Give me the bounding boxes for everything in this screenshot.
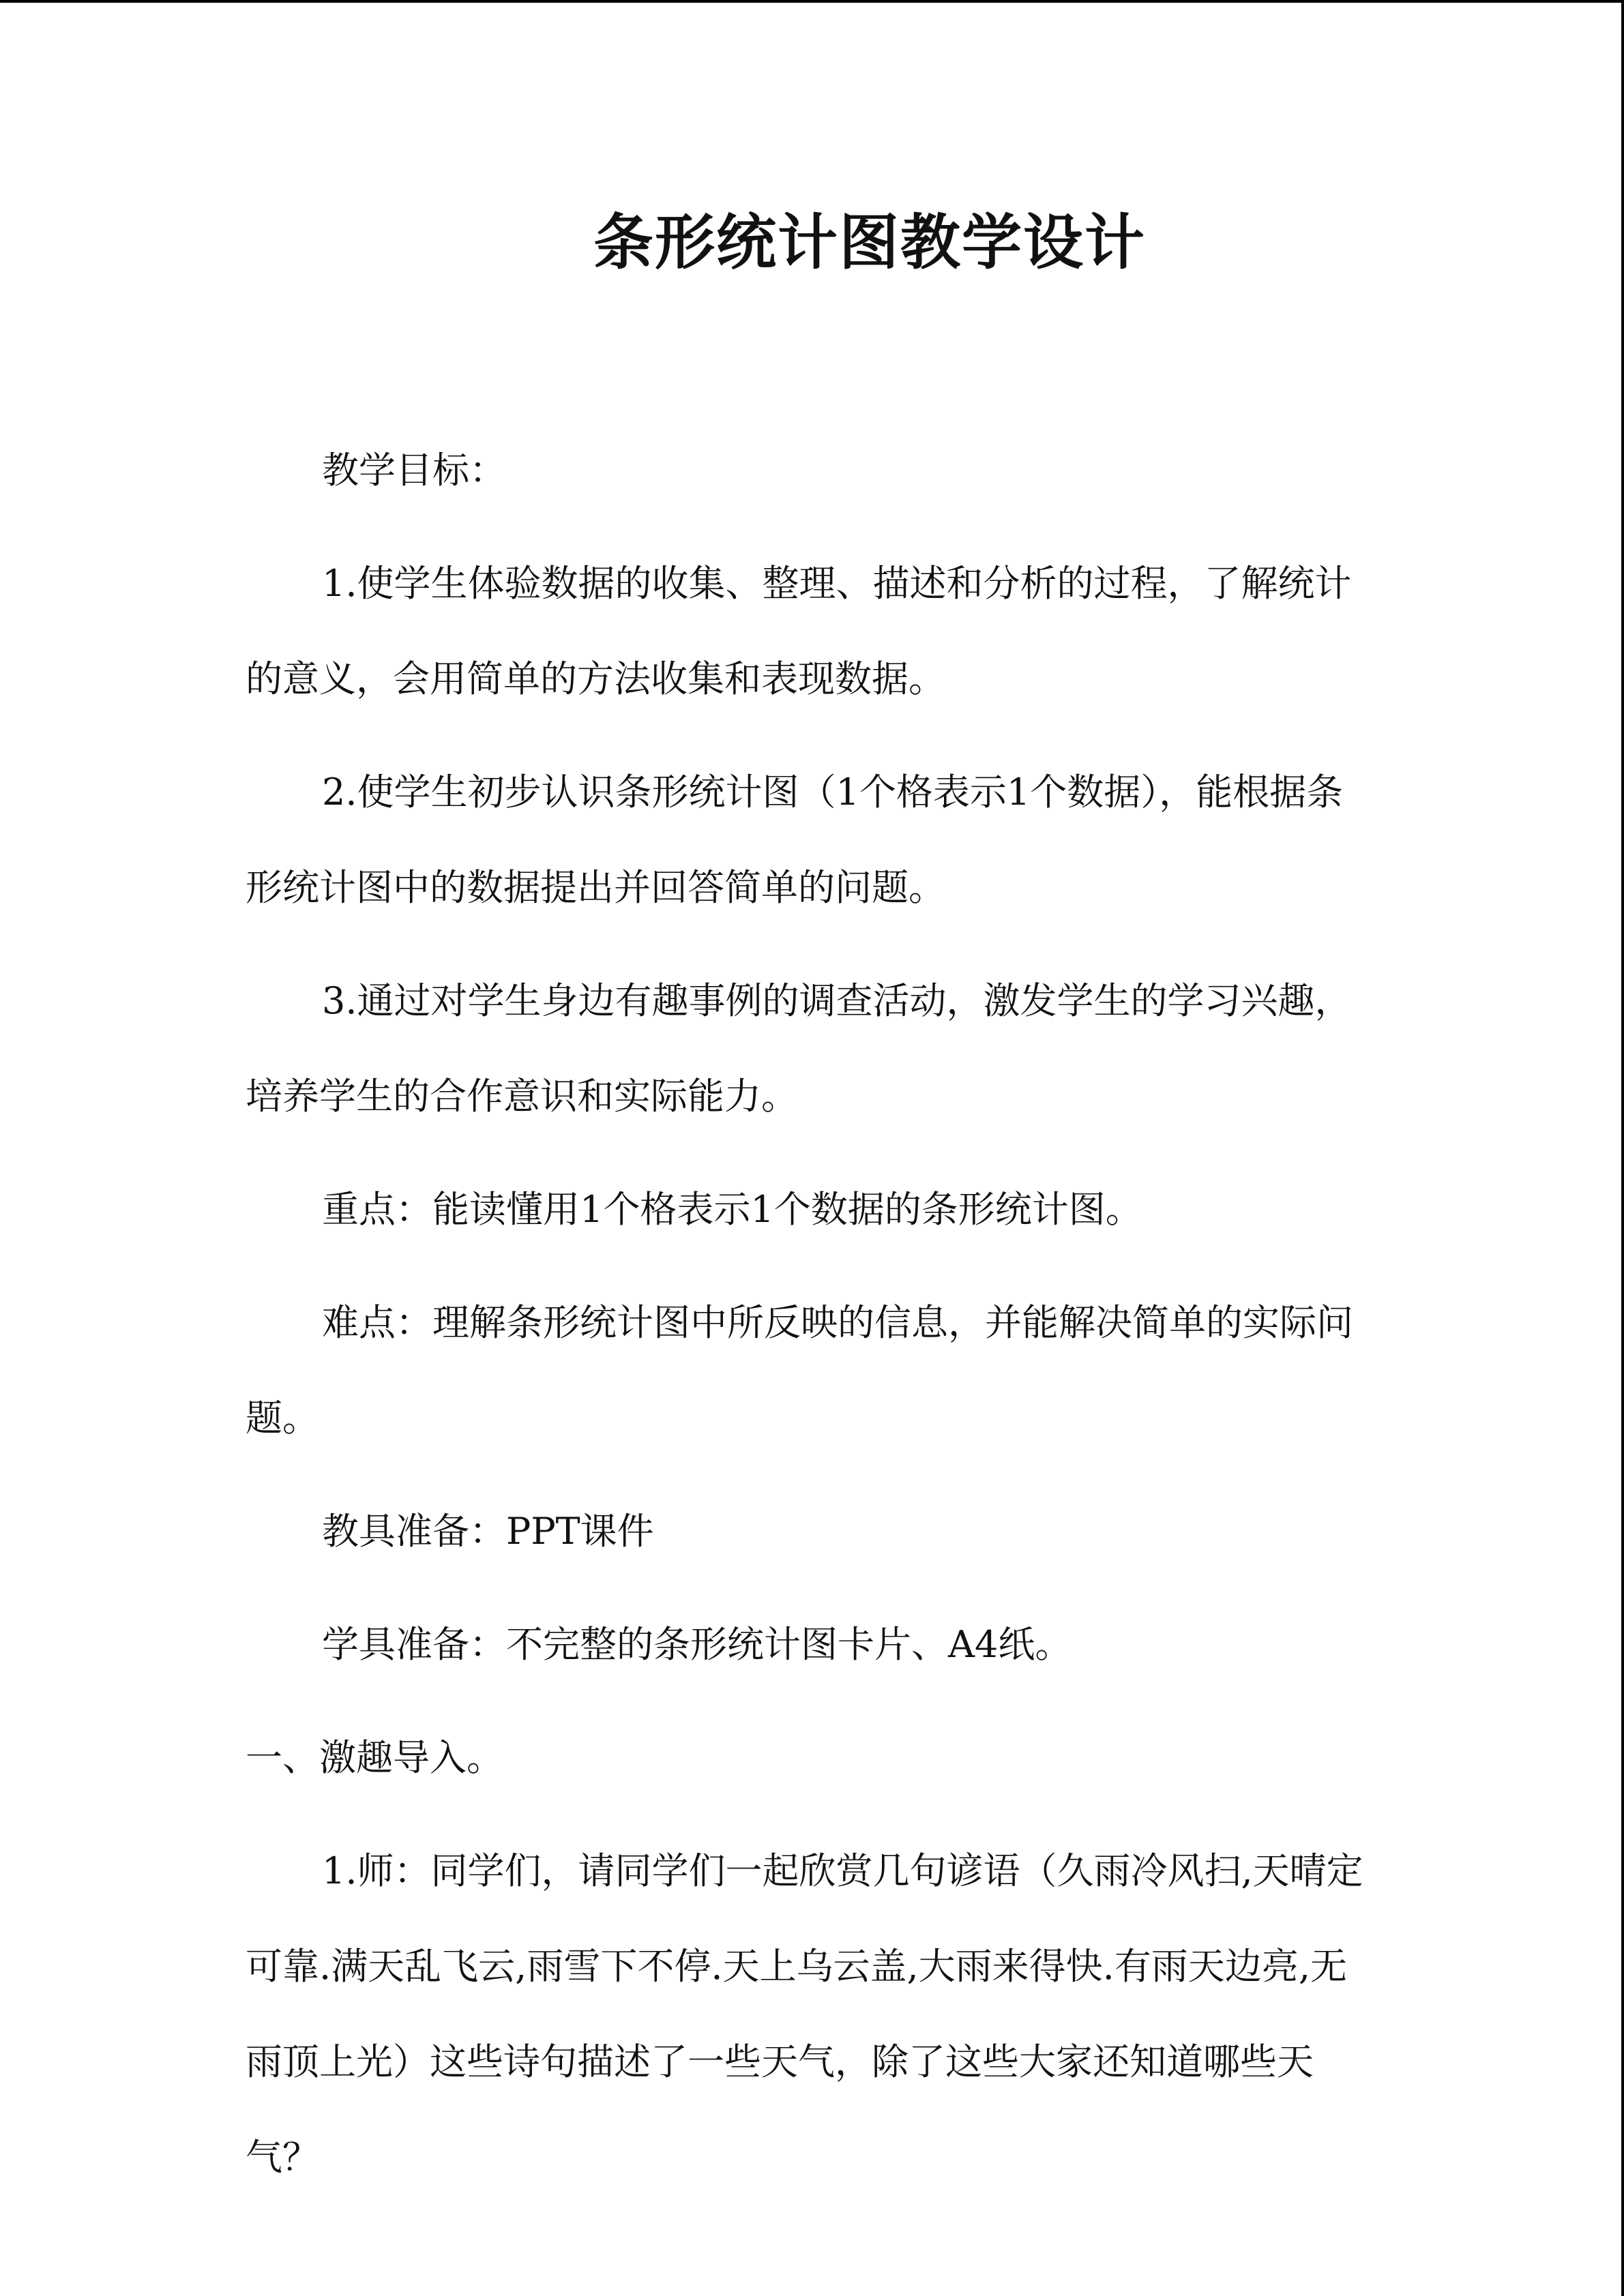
paragraph-objectives-heading: 教学目标： — [322, 449, 506, 492]
paragraph-learning-aids: 学具准备：不完整的条形统计图卡片、A4纸。 — [322, 1623, 1072, 1666]
paragraph-introduction-1: 1.师：同学们，请同学们一起欣赏几句谚语（久雨冷风扫,天晴定可靠.满天乱飞云,雨雪下不停.天上乌云盖,大雨来得快.有雨天边亮,无雨顶上光）这些诗句描述了一些天气，除了这些大家还知道哪些天气？ — [246, 1849, 1363, 2179]
paragraph-objective-1: 1.使学生体验数据的收集、整理、描述和分析的过程，了解统计的意义，会用简单的方法收集和表现数据。 — [246, 562, 1352, 700]
paragraph-key-point: 重点：能读懂用1个格表示1个数据的条形统计图。 — [322, 1188, 1142, 1231]
document-title: 条形统计图教学设计 — [593, 207, 1146, 278]
document-body — [246, 423, 1378, 2223]
page-border-right — [1621, 0, 1624, 2296]
paragraph-objective-2: 2.使学生初步认识条形统计图（1个格表示1个数据），能根据条形统计图中的数据提出并回答简单的问题。 — [246, 771, 1344, 909]
page-border-top — [0, 0, 1624, 3]
section-heading-introduction: 一、激趣导入。 — [246, 1736, 503, 1779]
paragraph-objective-3: 3.通过对学生身边有趣事例的调查活动，激发学生的学习兴趣，培养学生的合作意识和实际能力。 — [246, 979, 1352, 1118]
paragraph-teaching-aids: 教具准备：PPT课件 — [322, 1510, 654, 1553]
paragraph-difficulty: 难点：理解条形统计图中所反映的信息，并能解决简单的实际问题。 — [246, 1301, 1353, 1440]
